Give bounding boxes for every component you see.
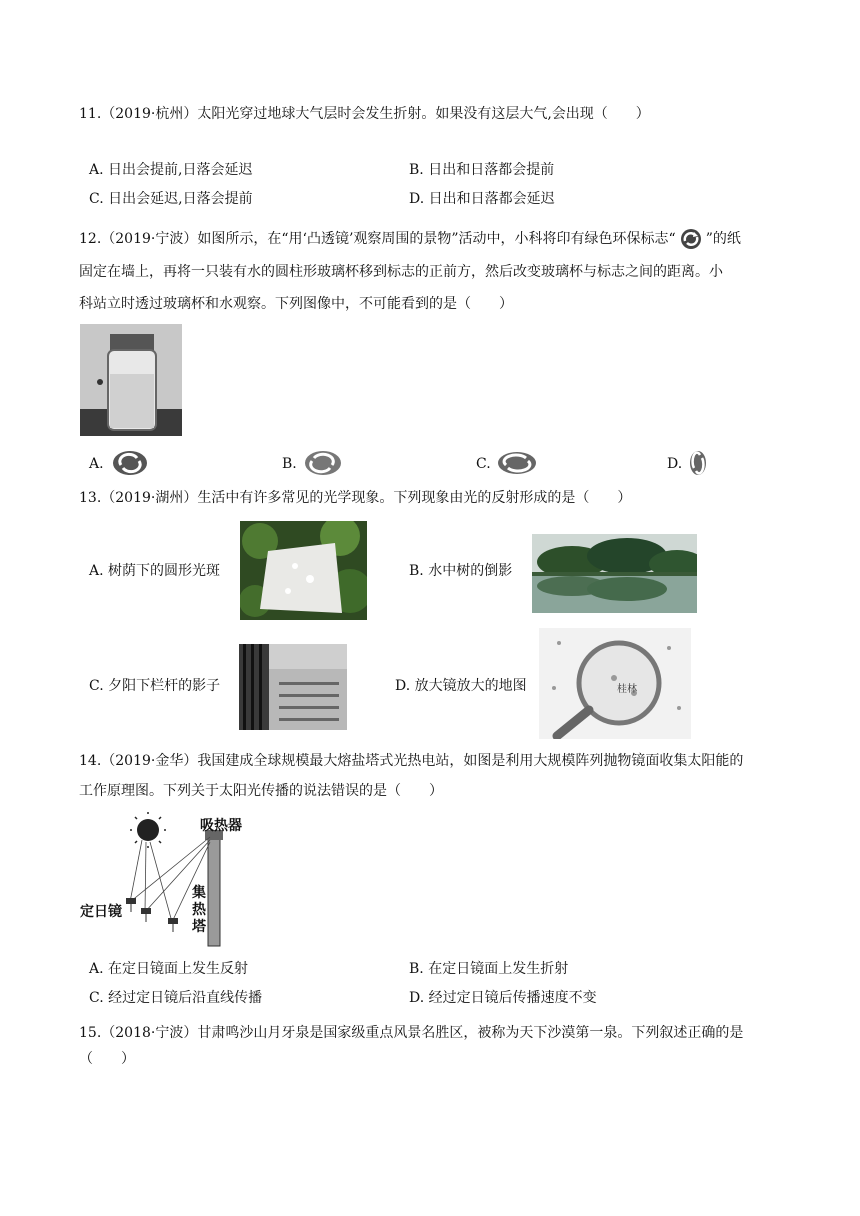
map-label: 桂林: [617, 684, 637, 695]
q11-stem: 11.（2019·杭州）太阳光穿过地球大气层时会发生折射。如果没有这层大气,会出现（ ）: [79, 106, 650, 122]
recycle-logo-icon: [676, 228, 706, 250]
q11-option-c: C. 日出会延迟,日落会提前: [89, 191, 253, 207]
q12-stem-part1: 12.（2019·宁波）如图所示，在“用‘凸透镜’观察周围的景物”活动中，小科将印有绿色环保标志“: [79, 231, 676, 247]
q14-line2: 工作原理图。下列关于太阳光传播的说法错误的是（ ）: [79, 783, 443, 799]
q12-option-b: B.: [282, 456, 297, 472]
heliostat-label: 定日镜: [80, 904, 122, 920]
tree-shade-light-spots-photo: [240, 521, 367, 620]
logo-variant-c-icon: [494, 448, 540, 482]
q13-option-d: D. 放大镜放大的地图: [395, 678, 527, 694]
railing-shadow-photo: [239, 644, 347, 730]
q14-line1: 14.（2019·金华）我国建成全球规模最大熔盐塔式光热电站，如图是利用大规模阵列抛物镜面收集太阳能的: [79, 753, 744, 769]
q12-option-c: C.: [476, 456, 491, 472]
tower-label: [192, 885, 206, 936]
magnified-map-photo: [539, 628, 691, 739]
q12-stem-part2: ”的纸: [705, 231, 741, 247]
q12-line3: 科站立时透过玻璃杯和水观察。下列图像中，不可能看到的是（ ）: [79, 296, 513, 312]
q12-line2: 固定在墙上，再将一只装有水的圆柱形玻璃杯移到标志的正前方，然后改变玻璃杯与标志之间的距离。小: [79, 264, 723, 280]
tower-label-char-1: 集: [192, 885, 206, 901]
q13-option-a: A. 树荫下的圆形光斑: [89, 563, 221, 579]
glass-jar-photo: [80, 324, 182, 436]
logo-variant-a-icon: [110, 448, 150, 482]
q12-option-a: A.: [89, 456, 104, 472]
logo-variant-d-icon: [686, 448, 710, 482]
tree-reflection-photo: [532, 534, 697, 613]
q14-option-a: A. 在定日镜面上发生反射: [89, 961, 249, 977]
q13-option-c: C. 夕阳下栏杆的影子: [89, 678, 221, 694]
logo-variant-b-icon: [300, 448, 346, 482]
q14-option-c: C. 经过定日镜后沿直线传播: [89, 990, 263, 1006]
tower-label-char-3: 塔: [192, 919, 206, 935]
q15-line1: 15.（2018·宁波）甘肃鸣沙山月牙泉是国家级重点风景名胜区，被称为天下沙漠第一泉。下列叙述正确的是: [79, 1025, 744, 1041]
q12-stem: [79, 228, 741, 250]
q12-option-d: D.: [667, 456, 683, 472]
q13-stem: 13.（2019·湖州）生活中有许多常见的光学现象。下列现象由光的反射形成的是（ ）: [79, 490, 632, 506]
q15-line2: （ ）: [79, 1051, 135, 1067]
q11-option-b: B. 日出和日落都会提前: [409, 162, 555, 178]
q14-option-b: B. 在定日镜面上发生折射: [409, 961, 569, 977]
solar-tower-diagram: [80, 812, 255, 950]
q14-option-d: D. 经过定日镜后传播速度不变: [409, 990, 597, 1006]
q11-option-a: A. 日出会提前,日落会延迟: [89, 162, 253, 178]
q13-option-b: B. 水中树的倒影: [409, 563, 513, 579]
q11-option-d: D. 日出和日落都会延迟: [409, 191, 555, 207]
tower-label-char-2: 热: [192, 902, 206, 918]
absorber-label: 吸热器: [200, 818, 242, 834]
